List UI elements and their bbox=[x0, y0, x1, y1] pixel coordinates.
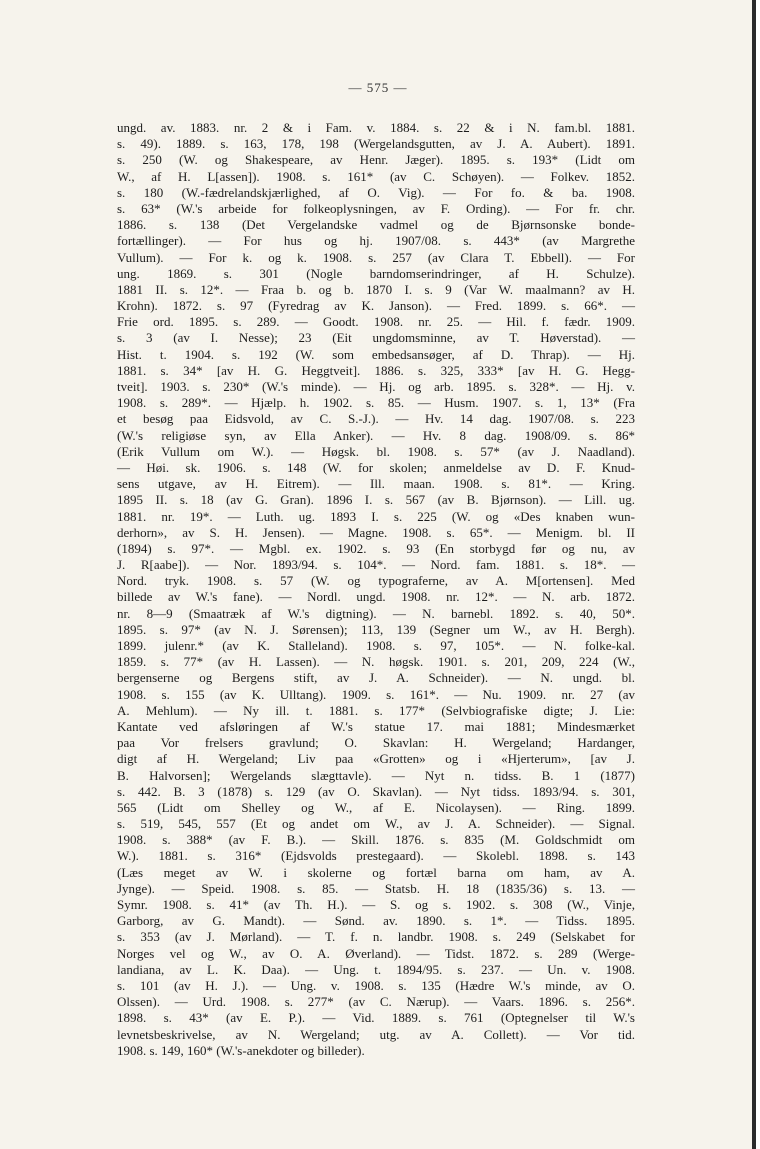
text-line: s. 101 (av H. J.). — Ung. v. 1908. s. 135 (Hædre W.'s minde, av O. bbox=[117, 977, 635, 993]
page-number: — 575 — bbox=[348, 80, 408, 95]
text-line: 1908. s. 149, 160* (W.'s-anekdoter og billeder). bbox=[117, 1042, 365, 1058]
text-line: A. Mehlum). — Ny ill. t. 1881. s. 177* (Selvbiografiske digte; J. Lie: bbox=[117, 702, 635, 718]
text-line: et besøg paa Eidsvold, av C. S.-J.). — Hv. 14 dag. 1907/08. s. 223 bbox=[117, 411, 635, 427]
text-line: Kantate ved afsløringen af W.'s statue 17. mai 1881; Mindesmærket bbox=[117, 718, 635, 734]
text-line: 1881. s. 34* [av H. G. Heggtveit]. 1886. s. 325, 333* [av H. G. Hegg- bbox=[117, 362, 635, 378]
text-line: levnetsbeskrivelse, av N. Wergeland; utg. av A. Collett). — Vor tid. bbox=[117, 1026, 635, 1042]
text-line: Norges vel og W., av O. A. Øverland). — Tidst. 1872. s. 289 (Werge- bbox=[117, 945, 635, 961]
text-line: s. 353 (av J. Mørland). — T. f. n. landbr. 1908. s. 249 (Selskabet for bbox=[117, 929, 635, 945]
text-line: bergenserne og Bergens stift, av J. A. Schneider). — N. ungd. bl. bbox=[117, 670, 635, 686]
text-line: 1881. nr. 19*. — Luth. ug. 1893 I. s. 225 (W. og «Des knaben wun- bbox=[117, 508, 635, 524]
text-line: 1898. s. 43* (av E. P.). — Vid. 1889. s. 761 (Optegnelser til W.'s bbox=[117, 1010, 635, 1026]
text-line: Vullum). — For k. og k. 1908. s. 257 (av Clara T. Ebbell). — For bbox=[117, 249, 635, 265]
text-line: landiana, av L. K. Daa). — Ung. t. 1894/95. s. 237. — Un. v. 1908. bbox=[117, 961, 635, 977]
text-line: tveit]. 1903. s. 230* (W.'s minde). — Hj. og arb. 1895. s. 328*. — Hj. v. bbox=[117, 379, 635, 394]
text-line: (Erik Vullum om W.). — Høgsk. bl. 1908. s. 57* (av J. Naadland). bbox=[117, 443, 635, 459]
text-line: sens utgave, av H. Eitrem). — Ill. maan. 1908. s. 81*. — Kring. bbox=[117, 476, 635, 492]
text-line: s. 49). 1889. s. 163, 178, 198 (Wergelandsgutten, av J. A. Aubert). 1891. bbox=[117, 136, 635, 152]
text-line: s. 63* (W.'s arbeide for folkeoplysningen, av F. Ording). — For fr. chr. bbox=[117, 200, 635, 216]
text-line: 1895 II. s. 18 (av G. Gran). 1896 I. s. 567 (av B. Bjørnson). — Lill. ug. bbox=[117, 492, 635, 508]
text-line: J. R[aabe]). — Nor. 1893/94. s. 104*. — Nord. fam. 1881. s. 18*. — bbox=[117, 557, 635, 573]
text-line: — Høi. sk. 1906. s. 148 (W. for skolen; anmeldelse av D. F. Knud- bbox=[117, 459, 635, 475]
text-line: billede av W.'s fane). — Nordl. ungd. 1908. nr. 12*. — N. arb. 1872. bbox=[117, 589, 635, 605]
text-line: Krohn). 1872. s. 97 (Fyredrag av K. Janson). — Fred. 1899. s. 66*. — bbox=[117, 298, 635, 314]
text-line: s. 519, 545, 557 (Et og andet om W., av J. A. Schneider). — Signal. bbox=[117, 816, 635, 832]
text-line: s. 250 (W. og Shakespeare, av Henr. Jæger). 1895. s. 193* (Lidt om bbox=[117, 152, 635, 168]
text-line: Garborg, av G. Mandt). — Sønd. av. 1890. s. 1*. — Tidss. 1895. bbox=[117, 913, 635, 929]
text-line: derhorn», av S. H. Jensen). — Magne. 1908. s. 65*. — Menigm. bl. II bbox=[117, 524, 635, 540]
text-line: 1895. s. 97* (av N. J. Sørensen); 113, 139 (Segner um W., av H. Bergh). bbox=[117, 621, 635, 637]
text-line: nr. 8—9 (Smaatræk af W.'s digtning). — N. barnebl. 1892. s. 40, 50*. bbox=[117, 605, 635, 621]
text-line: 565 (Lidt om Shelley og W., af E. Nicolaysen). — Ring. 1899. bbox=[117, 799, 635, 815]
text-line: Nord. tryk. 1908. s. 57 (W. og typograferne, av A. M[ortensen]. Med bbox=[117, 573, 635, 589]
text-line: (Læs meget av W. i skolerne og fortæl barna om ham, av A. bbox=[117, 864, 635, 880]
text-line: (W.'s religiøse syn, av Ella Anker). — Hv. 8 dag. 1908/09. s. 86* bbox=[117, 427, 635, 443]
text-line: Symr. 1908. s. 41* (av Th. H.). — S. og s. 1902. s. 308 (W., Vinje, bbox=[117, 897, 635, 912]
bibliography-text bbox=[117, 120, 635, 1059]
text-line: 1908. s. 155 (av K. Ulltang). 1909. s. 161*. — Nu. 1909. nr. 27 (av bbox=[117, 686, 635, 702]
text-line: Olssen). — Urd. 1908. s. 277* (av C. Nærup). — Vaars. 1896. s. 256*. bbox=[117, 994, 635, 1010]
text-line: ung. 1869. s. 301 (Nogle barndomserindringer, af H. Schulze). bbox=[117, 265, 635, 281]
text-line: 1908. s. 388* (av F. B.). — Skill. 1876. s. 835 (M. Goldschmidt om bbox=[117, 832, 635, 848]
text-line: 1886. s. 138 (Det Vergelandske vadmel og de Bjørnsonske bonde- bbox=[117, 217, 635, 233]
text-line: Hist. t. 1904. s. 192 (W. som embedsansøger, af D. Thrap). — Hj. bbox=[117, 346, 635, 362]
text-line: 1908. s. 289*. — Hjælp. h. 1902. s. 85. — Husm. 1907. s. 1, 13* (Fra bbox=[117, 395, 635, 411]
text-line: ungd. av. 1883. nr. 2 & i Fam. v. 1884. s. 22 & i N. fam.bl. 1881. bbox=[117, 120, 635, 135]
text-line: 1859. s. 77* (av H. Lassen). — N. høgsk. 1901. s. 201, 209, 224 (W., bbox=[117, 654, 635, 670]
text-line: W.). 1881. s. 316* (Ejdsvolds prestegaard). — Skolebl. 1898. s. 143 bbox=[117, 848, 635, 864]
text-line: 1881 II. s. 12*. — Fraa b. og b. 1870 I. s. 9 (Var W. maalmann? av H. bbox=[117, 281, 635, 297]
text-line: B. Halvorsen]; Wergelands slægttavle). — Nyt n. tidss. B. 1 (1877) bbox=[117, 767, 635, 783]
text-line: (1894) s. 97*. — Mgbl. ex. 1902. s. 93 (En storbygd før og nu, av bbox=[117, 540, 635, 556]
text-line: Frie ord. 1895. s. 289. — Goodt. 1908. nr. 25. — Hil. f. fædr. 1909. bbox=[117, 314, 635, 330]
text-line: 1899. julenr.* (av K. Stalleland). 1908. s. 97, 105*. — N. folke-kal. bbox=[117, 638, 635, 653]
text-line: s. 3 (av I. Nesse); 23 (Eit ungdomsminne, av T. Høverstad). — bbox=[117, 330, 635, 346]
text-line: fortællinger). — For hus og hj. 1907/08. s. 443* (av Margrethe bbox=[117, 233, 635, 249]
text-line: Jynge). — Speid. 1908. s. 85. — Statsb. H. 18 (1835/36) s. 13. — bbox=[117, 880, 635, 896]
text-line: s. 442. B. 3 (1878) s. 129 (av O. Skavlan). — Nyt tidss. 1893/94. s. 301, bbox=[117, 783, 635, 799]
text-line: paa Vor frelsers gravlund; O. Skavlan: H. Wergeland; Hardanger, bbox=[117, 735, 635, 751]
text-line: s. 180 (W.-fædrelandskjærlighed, af O. Vig). — For fo. & ba. 1908. bbox=[117, 184, 635, 200]
text-line: W., af H. L[assen]). 1908. s. 161* (av C. Schøyen). — Folkev. 1852. bbox=[117, 168, 635, 184]
text-line: digt af H. Wergeland; Liv paa «Grotten» og i «Hjerterum», [av J. bbox=[117, 751, 635, 767]
